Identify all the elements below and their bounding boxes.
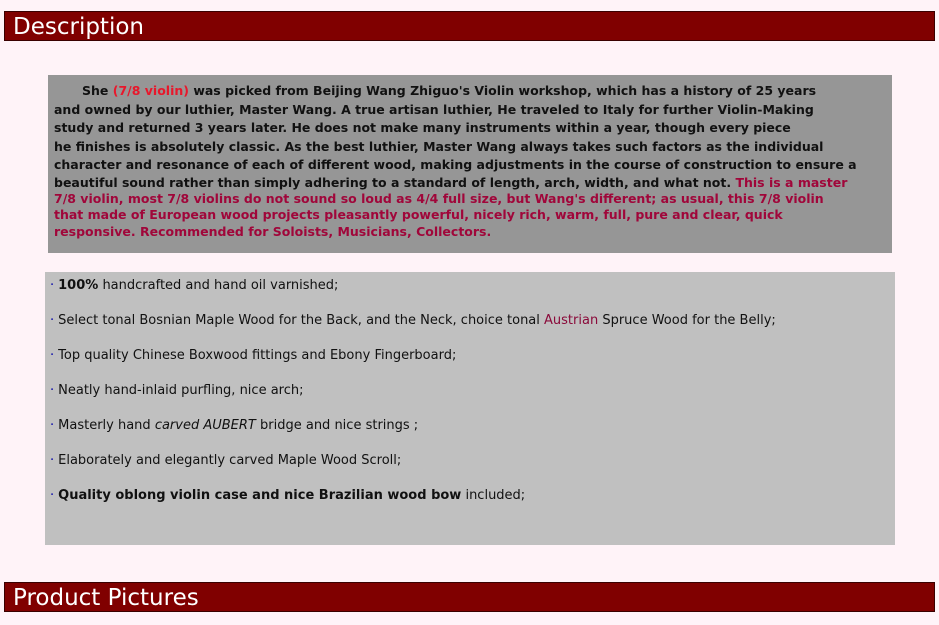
description-line: he finishes is absolutely classic. As the best luthier, Master Wang always takes such factors as the individual <box>54 138 824 154</box>
bullet: · <box>50 383 55 398</box>
description-box <box>48 75 892 253</box>
description-text: was picked from Beijing Wang Zhiguo's Violin workshop, which has a history of 25 years <box>188 83 817 98</box>
master-violin-highlight: This is a master <box>735 174 848 190</box>
description-text: beautiful sound rather than simply adhering to a standard of length, arch, width, and what not. <box>54 174 736 190</box>
feature-text: handcrafted and hand oil varnished; <box>98 278 339 293</box>
feature-text: Top quality Chinese Boxwood fittings and Ebony Fingerboard; <box>58 348 457 363</box>
feature-text: included; <box>461 488 526 503</box>
description-line <box>54 82 886 101</box>
product-pictures-header-title: Product Pictures <box>13 585 199 611</box>
feature-item <box>50 278 338 294</box>
description-line: character and resonance of each of different wood, making adjustments in the course of construction to ensure a <box>54 157 857 173</box>
bullet: · <box>50 488 55 503</box>
violin-size-highlight: (7/8 violin) <box>112 83 189 98</box>
description-header-title: Description <box>13 14 144 40</box>
feature-item <box>50 313 776 329</box>
feature-text-bold: Quality oblong violin case and nice Brazilian wood bow <box>58 488 462 503</box>
feature-item <box>50 418 418 434</box>
bullet: · <box>50 348 55 363</box>
feature-text: Select tonal Bosnian Maple Wood for the Back, and the Neck, choice tonal <box>58 313 545 328</box>
feature-text: Elaborately and elegantly carved Maple Wood Scroll; <box>58 453 402 468</box>
feature-item <box>50 453 401 469</box>
feature-text-italic: carved AUBERT <box>154 418 256 433</box>
features-box <box>45 272 895 545</box>
description-line: study and returned 3 years later. He does not make many instruments within a year, though every piece <box>54 120 791 136</box>
description-highlight-line: 7/8 violin, most 7/8 violins do not sound so loud as 4/4 full size, but Wang's different; as usual, this 7/8 violin <box>54 191 824 207</box>
description-line: and owned by our luthier, Master Wang. A true artisan luthier, He traveled to Italy for further Violin-Making <box>54 101 814 117</box>
bullet: · <box>50 313 55 328</box>
feature-item <box>50 488 525 504</box>
description-line <box>54 175 886 191</box>
austrian-highlight: Austrian <box>544 313 599 328</box>
description-text: She <box>82 83 113 98</box>
bullet: · <box>50 418 55 433</box>
bullet: · <box>50 278 55 293</box>
feature-text: Masterly hand <box>58 418 155 433</box>
feature-text: Neatly hand-inlaid purfling, nice arch; <box>58 383 304 398</box>
product-pictures-header <box>4 582 935 612</box>
description-highlight-line: responsive. Recommended for Soloists, Musicians, Collectors. <box>54 223 492 239</box>
description-header <box>4 11 935 41</box>
feature-item <box>50 348 456 364</box>
description-highlight-line: that made of European wood projects pleasantly powerful, nicely rich, warm, full, pure and clear, quick <box>54 207 783 223</box>
feature-text: Spruce Wood for the Belly; <box>598 313 776 328</box>
feature-item <box>50 383 304 399</box>
feature-text: bridge and nice strings ; <box>255 418 419 433</box>
feature-text-bold: 100% <box>58 278 99 293</box>
bullet: · <box>50 453 55 468</box>
